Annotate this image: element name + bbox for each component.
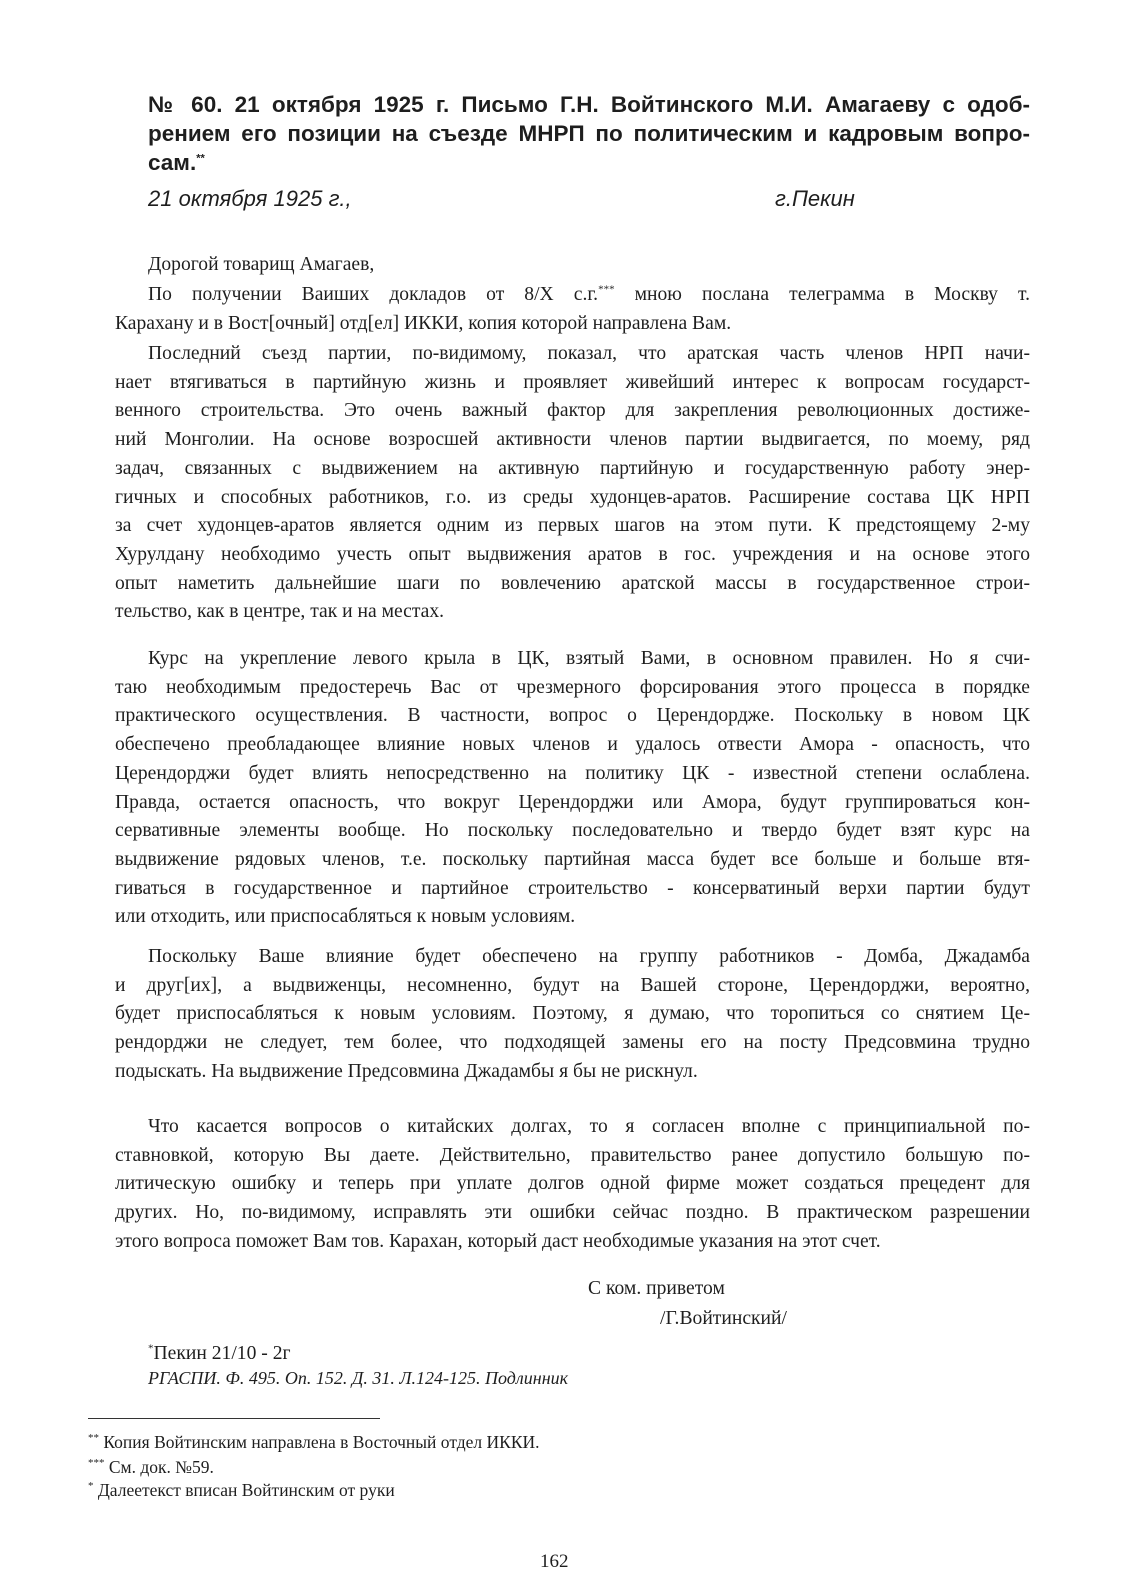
handwritten-note: *Пекин 21/10 - 2г xyxy=(148,1342,291,1364)
paragraph-line: или отходить, или приспосабляться к новым условиям. xyxy=(115,906,576,928)
paragraph-line: сервативные элементы вообще. Но поскольку последовательно и твердо будет взят курс на xyxy=(115,820,1030,842)
paragraph-line: Последний съезд партии, по-видимому, показал, что аратская часть членов НРП начи- xyxy=(148,343,1030,364)
paragraph-5 xyxy=(115,1113,1030,1257)
heading-line: № 60. 21 октября 1925 г. Письмо Г.Н. Войтинского М.И. Амагаеву с одоб- xyxy=(148,92,1030,117)
paragraph-line: других. Но, по-видимому, исправлять эти ошибки сейчас поздно. В практическом разрешении xyxy=(115,1202,1030,1224)
paragraph-line: и друг[их], а выдвиженцы, несомненно, будут на Вашей стороне, Церендорджи, вероятно, xyxy=(115,974,1030,996)
footnote: * Далеетекст вписан Войтинским от руки xyxy=(88,1480,395,1500)
paragraph-line: опыт наметить дальнейшие шаги по вовлечению аратской массы в государственное строи- xyxy=(115,572,1030,594)
paragraph-line: Правда, остается опасность, что вокруг Церендорджи или Амора, будут группироваться кон- xyxy=(115,791,1030,813)
paragraph-line: практического осуществления. В частности, вопрос о Церендордже. Поскольку в новом ЦК xyxy=(115,705,1030,727)
closing-signature: /Г.Войтинский/ xyxy=(660,1308,787,1329)
footnote-mark: *** xyxy=(598,283,615,296)
greeting xyxy=(115,251,1030,280)
paragraph-line: Курс на укрепление левого крыла в ЦК, взятый Вами, в основном правилен. Но я счи- xyxy=(148,648,1030,669)
document-date: 21 октября 1925 г., xyxy=(148,186,352,211)
paragraph-line: литическую ошибку и теперь при уплате долгов одной фирме может создаться прецедент для xyxy=(115,1173,1030,1195)
paragraph-line: тельство, как в центре, так и на местах. xyxy=(115,601,445,623)
paragraph-line: нает втягиваться в партийную жизнь и проявляет живейший интерес к вопросам государст- xyxy=(115,371,1030,393)
page-number: 162 xyxy=(540,1551,569,1572)
footnote-mark: ** xyxy=(196,152,205,165)
footnote: ** Копия Войтинским направлена в Восточный отдел ИККИ. xyxy=(88,1432,540,1452)
paragraph-line: ний Монголии. На основе возросшей активности членов партии выдвигается, по моему, ряд xyxy=(115,429,1030,451)
closing-salutation: С ком. приветом xyxy=(588,1278,725,1299)
paragraph-4 xyxy=(115,943,1030,1087)
paragraph-2 xyxy=(115,340,1030,627)
paragraph-line: рендорджи не следует, тем более, что подходящей замены его на посту Предсовмина трудно xyxy=(115,1032,1030,1054)
paragraph-line: Церендорджи будет влиять непосредственно на политику ЦК - известной степени ослаблена. xyxy=(115,762,1030,784)
archive-reference: РГАСПИ. Ф. 495. Оп. 152. Д. 31. Л.124-125. Подлинник xyxy=(148,1368,569,1388)
paragraph-1 xyxy=(115,281,1030,338)
paragraph-line: выдвижение рядовых членов, т.е. поскольку партийная масса будет все больше и больше втя- xyxy=(115,848,1030,870)
paragraph-line: обеспечено преобладающее влияние новых членов и удалось отвести Амора - опасность, что xyxy=(115,734,1030,756)
paragraph-line: Что касается вопросов о китайских долгах, то я согласен вполне с принципиальной по- xyxy=(148,1116,1030,1137)
paragraph-line: Хурулдану необходимо учесть опыт выдвижения аратов в гос. учреждения и на основе этого xyxy=(115,543,1030,565)
paragraph-line: гиваться в государственное и партийное строительство - консерватиный верхи партии будут xyxy=(115,877,1030,899)
footnote-divider xyxy=(88,1418,380,1419)
paragraph-line: за счет худонцев-аратов является одним из первых шагов на этом пути. К предстоящему 2-му xyxy=(115,515,1030,537)
paragraph-line: Карахану и в Вост[очный] отд[ел] ИККИ, копия которой направлена Вам. xyxy=(115,312,732,334)
paragraph-3 xyxy=(115,645,1030,932)
footnote: *** См. док. №59. xyxy=(88,1457,214,1477)
paragraph-line: подыскать. На выдвижение Предсовмина Джадамбы я бы не рискнул. xyxy=(115,1060,698,1082)
paragraph-line: задач, связанных с выдвижением на активную партийную и государственную работу энер- xyxy=(115,457,1030,479)
paragraph-line: Поскольку Ваше влияние будет обеспечено на группу работников - Домба, Джадамба xyxy=(148,946,1030,967)
paragraph-line: таю необходимым предостеречь Вас от чрезмерного форсирования этого процесса в порядке xyxy=(115,676,1030,698)
heading-line: сам.** xyxy=(148,150,205,175)
paragraph-line: венного строительства. Это очень важный фактор для закрепления революционных достиже- xyxy=(115,400,1030,422)
paragraph-line: этого вопроса поможет Вам тов. Карахан, который даст необходимые указания на этот счет. xyxy=(115,1230,881,1252)
document-heading xyxy=(148,90,1030,177)
footnote-mark: * xyxy=(148,1342,154,1355)
paragraph-line: гичных и способных работников, г.о. из среды худонцев-аратов. Расширение состава ЦК НРП xyxy=(115,486,1030,508)
paragraph-line: будет приспосабляться к новым условиям. Поэтому, я думаю, что торопиться со снятием Це- xyxy=(115,1003,1030,1025)
greeting-text: Дорогой товарищ Амагаев, xyxy=(148,254,375,275)
paragraph-line: ставновкой, которую Вы даете. Действительно, правительство ранее допустило большую по- xyxy=(115,1144,1030,1166)
document-place: г.Пекин xyxy=(775,186,855,211)
paragraph-line: По получении Ваиших докладов от 8/X с.г.*** мною послана телеграмма в Москву т. xyxy=(148,283,1031,305)
heading-line: рением его позиции на съезде МНРП по политическим и кадровым вопро- xyxy=(148,121,1030,146)
